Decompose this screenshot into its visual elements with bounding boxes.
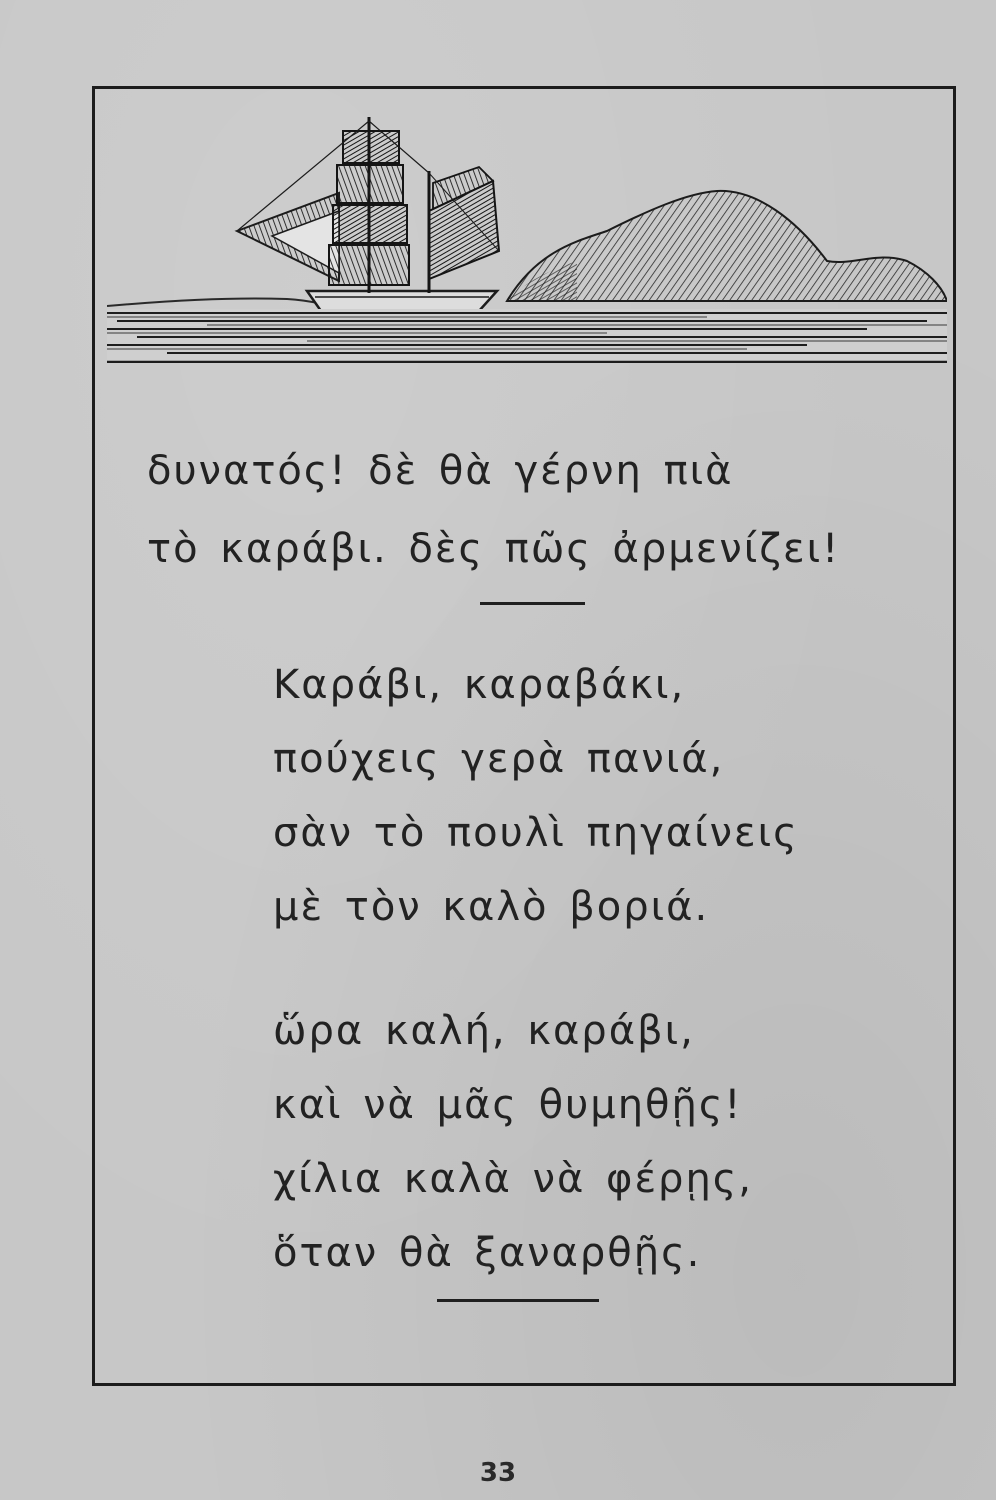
ship-and-island-icon bbox=[107, 101, 947, 363]
stanza-two-line-1: ὥρα καλή, καράβι, bbox=[273, 1008, 695, 1054]
ship-illustration bbox=[107, 101, 947, 363]
stanza-two-line-2: καὶ νὰ μᾶς θυμηθῇς! bbox=[273, 1082, 743, 1128]
stanza-one-line-4: μὲ τὸν καλὸ βοριά. bbox=[273, 884, 710, 930]
section-divider-bottom bbox=[437, 1299, 599, 1302]
page-number: 33 bbox=[479, 1458, 517, 1488]
stanza-two-line-4: ὅταν θὰ ξαναρθῇς. bbox=[273, 1230, 702, 1276]
intro-line-2: τὸ καράβι. δὲς πῶς ἀρμενίζει! bbox=[147, 526, 841, 572]
stanza-one-line-3: σὰν τὸ πουλὶ πηγαίνεις bbox=[273, 810, 799, 856]
page-frame bbox=[92, 86, 956, 1386]
stanza-one-line-1: Καράβι, καραβάκι, bbox=[273, 662, 686, 708]
intro-line-1: δυνατός! δὲ θὰ γέρνη πιὰ bbox=[147, 448, 734, 494]
stanza-two-line-3: χίλια καλὰ νὰ φέρῃς, bbox=[273, 1156, 753, 1202]
section-divider-top bbox=[480, 602, 585, 605]
stanza-one-line-2: πούχεις γερὰ πανιά, bbox=[273, 736, 725, 782]
